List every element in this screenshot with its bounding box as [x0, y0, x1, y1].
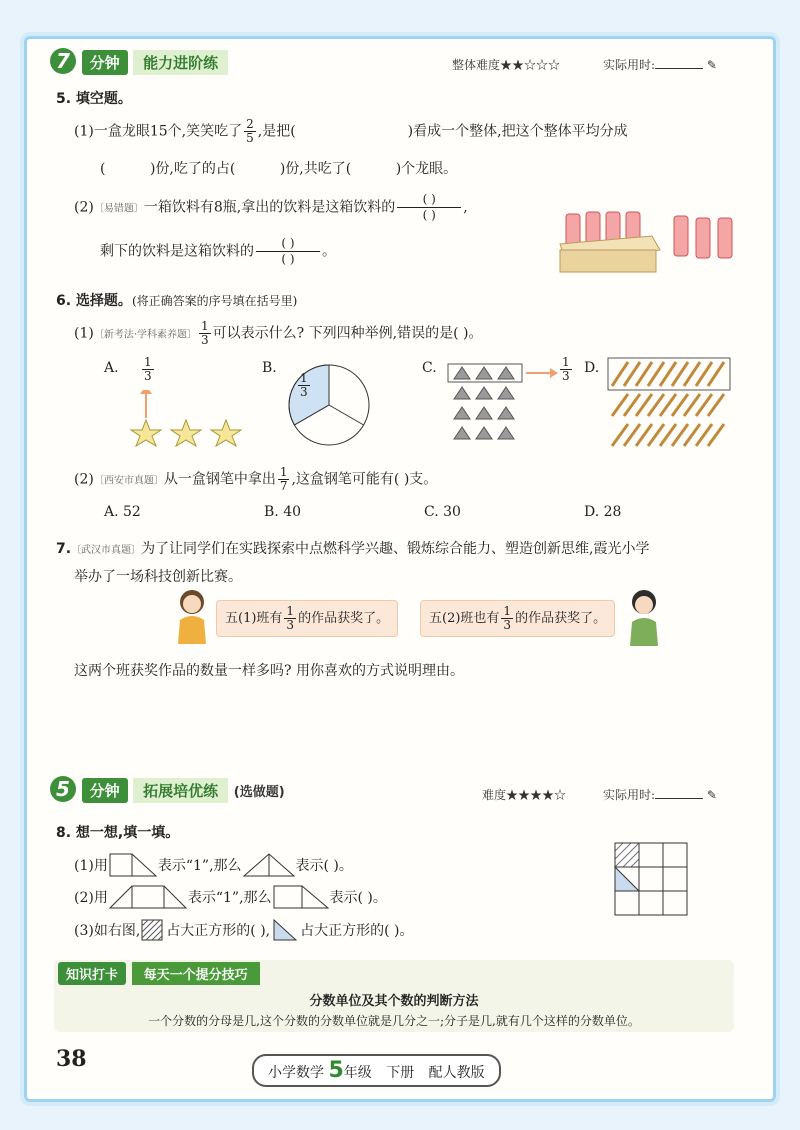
fraction-numerator: 1	[503, 604, 512, 618]
tip-header	[58, 962, 260, 985]
q5-p2-label: (2)	[74, 199, 94, 216]
q8-p2-text-b: 表示“1”,那么	[187, 890, 272, 906]
right-trapezoid-shape	[108, 852, 158, 878]
q5-p2-fraction-blank-2[interactable]	[256, 236, 320, 267]
fraction-denominator: 3	[286, 618, 295, 632]
star-icon	[171, 420, 201, 446]
fraction-denominator: 5	[246, 131, 254, 145]
girl-avatar	[170, 586, 214, 646]
q7-answer-area[interactable]	[74, 690, 734, 760]
q8-p3-text-a: (3)如右图,	[74, 923, 141, 939]
q6-part2	[74, 466, 437, 493]
section-title: 能力进阶练	[133, 50, 228, 75]
new-method-tag: 〔新考法·学科素养题〕	[93, 329, 198, 341]
q5-p2-comma: ,	[463, 199, 468, 216]
q6-p1-fraction	[199, 320, 211, 347]
q5-part2	[74, 192, 468, 223]
q7-line1	[56, 538, 650, 558]
hatched-square-icon	[140, 918, 166, 942]
q5-p2-period: 。	[322, 243, 336, 260]
section-title: 拓展培优练	[133, 778, 228, 803]
tip-heading: 分数单位及其个数的判断方法	[309, 994, 479, 1009]
footer-subject: 小学数学	[268, 1065, 324, 1081]
minutes-tag: 分钟	[82, 50, 128, 75]
difficulty-rating: 难度★★★★☆	[482, 788, 567, 802]
q8-p1-text-a: (1)用	[74, 858, 108, 874]
footer-grade-number: 5	[328, 1058, 344, 1083]
minutes-tag: 分钟	[82, 778, 128, 803]
q6-title: 6. 选择题。	[56, 293, 132, 309]
fraction-denominator: 3	[201, 333, 209, 347]
q7-question: 这两个班获奖作品的数量一样多吗? 用你喜欢的方式说明理由。	[74, 663, 464, 679]
time-used-label: 实际用时:	[603, 788, 656, 802]
footer-volume: 下册	[386, 1065, 415, 1081]
option-c-fraction	[558, 356, 574, 383]
q5-p2-fraction-blank[interactable]	[397, 192, 461, 223]
error-prone-tag: 〔易错题〕	[93, 203, 144, 215]
time-used-blank[interactable]	[655, 798, 703, 799]
footer-book-label	[252, 1054, 501, 1087]
triangle-shape	[242, 852, 296, 878]
q5-title: 5. 填空题。	[56, 91, 132, 107]
q7-line2: 举办了一场科技创新比赛。	[74, 569, 242, 585]
choice-b[interactable]: B. 40	[264, 504, 302, 520]
fraction-denominator-blank[interactable]: ( )	[281, 252, 295, 266]
bubble2-text-a: 五(2)班也有	[429, 611, 500, 626]
choice-a[interactable]: A. 52	[104, 504, 141, 520]
q8-part3	[74, 918, 413, 942]
xian-exam-tag: 〔西安市真题〕	[93, 475, 164, 487]
footer-grade: 年级	[343, 1065, 372, 1081]
section-header-1	[50, 48, 228, 75]
page-number: 38	[56, 1046, 87, 1072]
q8-p1-text-c: 表示( )。	[295, 858, 353, 874]
q6-p2-text-c: ,这盒钢笔可能有( )支。	[291, 471, 438, 488]
choice-c[interactable]: C. 30	[424, 504, 461, 520]
wuhan-exam-tag: 〔武汉市真题〕	[71, 545, 142, 556]
fraction-numerator: 1	[562, 355, 570, 369]
q6-p1-label: (1)	[74, 325, 94, 342]
q8-p2-text-a: (2)用	[74, 890, 108, 906]
q5-p1-text-c: )看成一个整体,把这个整体平均分成	[407, 123, 628, 140]
option-c-label[interactable]: C.	[422, 360, 437, 376]
option-d-label[interactable]: D.	[584, 360, 600, 376]
minutes-badge: 7	[50, 48, 76, 74]
q6-part1	[74, 320, 482, 347]
q8-part1	[74, 852, 353, 878]
fraction-denominator: 3	[144, 369, 152, 383]
option-a-label[interactable]: A.	[104, 360, 119, 376]
fraction-numerator: 1	[201, 319, 209, 333]
time-used-label: 实际用时:	[603, 58, 656, 72]
q5-p2-text: 一箱饮料有8瓶,拿出的饮料是这箱饮料的	[143, 199, 396, 216]
q6-p1-text: 可以表示什么? 下列四种举例,错误的是( )。	[212, 325, 483, 342]
fraction-numerator: 1	[279, 465, 288, 479]
triangle-icons	[454, 367, 514, 439]
option-b-label[interactable]: B.	[262, 360, 277, 376]
pencil-icon: ✎	[703, 58, 717, 72]
fraction-numerator: 2	[246, 117, 254, 131]
tip-banner: 每天一个提分技巧	[132, 962, 260, 985]
grid-square-diagram	[614, 842, 690, 918]
q5-p1-text-a: (1)一盒龙眼15个,笑笑吃了	[74, 123, 243, 140]
boy-avatar	[622, 586, 666, 648]
q6-header	[56, 290, 297, 310]
q8-p1-text-b: 表示“1”,那么	[157, 858, 242, 874]
tip-label: 知识打卡	[58, 962, 126, 985]
q5-p2-text-d: 剩下的饮料是这箱饮料的	[100, 243, 254, 260]
q8-p3-text-c: 占大正方形的( )。	[300, 923, 414, 939]
option-a-stars	[126, 390, 246, 450]
pencil-icons	[612, 362, 724, 446]
section-header-2	[50, 776, 285, 803]
pencil-icon: ✎	[703, 788, 717, 802]
q5-p1-text-b: ,是把(	[257, 123, 296, 140]
bubble1-text-a: 五(1)班有	[225, 611, 283, 626]
optional-note: (选做题)	[233, 785, 285, 800]
right-trapezoid-shape-2	[272, 884, 330, 910]
drink-box-illustration	[556, 206, 746, 276]
fraction-denominator: 3	[562, 369, 570, 383]
q5-p1-line2: ( )份,吃了的占( )份,共吃了( )个龙眼。	[100, 161, 458, 177]
time-used-field[interactable]	[603, 786, 717, 803]
fraction-numerator: 1	[300, 371, 308, 385]
q6-p2-fraction	[278, 466, 290, 493]
option-d-pencils	[606, 356, 732, 448]
q7-number: 7.	[56, 541, 72, 557]
speech-bubble-2	[420, 600, 615, 637]
fraction-denominator: 3	[300, 385, 308, 399]
time-used-field[interactable]	[603, 56, 717, 73]
difficulty-rating: 整体难度★★☆☆☆	[452, 58, 561, 72]
trapezoid-shape	[108, 884, 188, 910]
fraction-numerator-blank[interactable]: ( )	[397, 192, 461, 208]
fraction-denominator: 3	[503, 618, 512, 632]
q5-p2-line2	[100, 236, 336, 267]
footer-edition: 配人教版	[428, 1065, 485, 1081]
bubble2-text-b: 的作品获奖了。	[515, 611, 607, 626]
q6-p2-text: 从一盒钢笔中拿出	[163, 471, 276, 488]
fraction-numerator: 1	[286, 604, 295, 618]
q8-title: 8. 想一想,填一填。	[56, 825, 180, 841]
q7-text1: 为了让同学们在实践探索中点燃科学兴趣、锻炼综合能力、塑造创新思维,霞光小学	[141, 541, 650, 557]
q6-p2-label: (2)	[74, 471, 94, 488]
arrow-right-icon	[550, 368, 558, 378]
option-c-triangles	[446, 362, 566, 446]
fraction-numerator-blank[interactable]: ( )	[256, 236, 320, 252]
option-a-fraction	[140, 356, 156, 383]
star-icon	[131, 420, 161, 446]
choice-d[interactable]: D. 28	[584, 504, 622, 520]
q5-part1	[74, 118, 628, 145]
fraction-numerator: 1	[144, 355, 152, 369]
tip-body: 一个分数的分母是几,这个分数的分数单位就是几分之一;分子是几,就有几个这样的分数单位。	[148, 1014, 640, 1028]
bubble1-text-b: 的作品获奖了。	[298, 611, 390, 626]
shaded-triangle-icon	[270, 918, 300, 942]
q8-p3-text-b: 占大正方形的( ),	[166, 923, 271, 939]
q8-p2-text-c: 表示( )。	[329, 890, 387, 906]
time-used-blank[interactable]	[655, 68, 703, 69]
minutes-badge: 5	[50, 776, 76, 802]
fraction-denominator: 7	[279, 479, 288, 493]
option-b-fraction	[296, 372, 312, 399]
q8-part2	[74, 884, 387, 910]
star-icon	[211, 420, 241, 446]
q6-note: (将正确答案的序号填在括号里)	[131, 294, 298, 308]
speech-bubble-1	[216, 600, 398, 637]
q5-p1-fraction	[244, 118, 256, 145]
fraction-denominator-blank[interactable]: ( )	[422, 208, 436, 222]
